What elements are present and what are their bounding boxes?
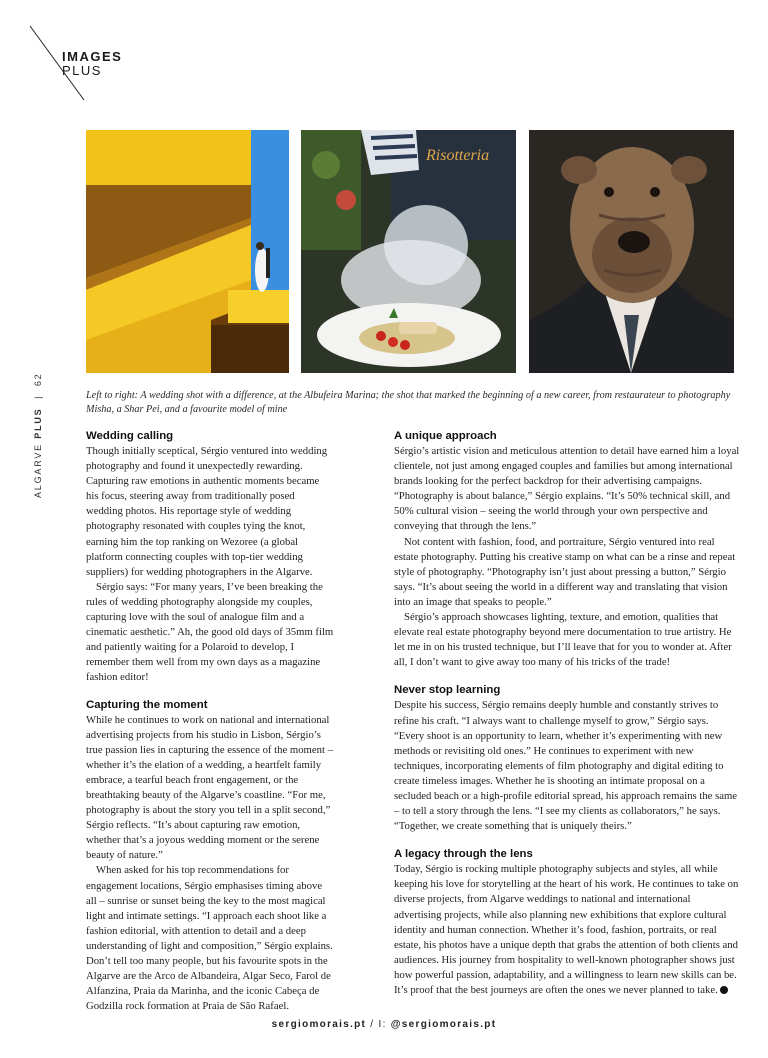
instagram-prefix: I: xyxy=(378,1019,387,1030)
heading-a-legacy-through-the-lens: A legacy through the lens xyxy=(394,848,533,861)
end-mark-icon xyxy=(720,986,728,994)
page-number: 62 xyxy=(33,372,43,387)
paragraph: Sérgio says: “For many years, I’ve been breaking the rules of wedding photography alongside my couples, capturing love with the soul of analogue film and a cinematic aesthetic.” Ah, the good old days of 35mm film and patiently waiting for a Polaroid to develop, I remember them well from my own days as a magazine fashion editor! xyxy=(86,580,334,684)
website-link[interactable]: sergiomorais.pt xyxy=(271,1019,367,1030)
left-column xyxy=(86,429,334,1014)
folio-separator: | xyxy=(33,394,43,399)
paragraph: While he continues to work on national and international advertising projects from his studio in Lisbon, Sérgio’s true passion lies in capturing the essence of the moment – whether it’s the elation of a wedding, a heartfelt family embrace, a tearful beach front engagement, or the breathtaking beauty of the Algarve’s coastline. “For me, photography is about the story you tell in a split second,” Sérgio reflects. “It’s about capturing raw emotion, whether that’s a joyous wedding moment or the serene beauty of nature.” xyxy=(86,713,333,862)
logo-line-plus: PLUS xyxy=(62,63,102,78)
paragraph: Sérgio’s artistic vision and meticulous attention to detail have earned him a loyal clientele, not just among engaged couples and families but among international brands looking for the perfect backdrop for their advertising campaigns. “Photography is about balance,” Sérgio explains. “It’s 50% technical skill, and 50% cultural vision – seeing the world through your own perspective and conveying that through the lens.” xyxy=(394,445,740,533)
dog-portrait-photo xyxy=(529,130,734,373)
paragraph: Though initially sceptical, Sérgio ventured into wedding photography and found it unexpectedly rewarding. Capturing raw emotions in authentic moments became his focus, steering away from traditionally posed wedding photos. His reportage style of wedding photography resonated with couples tying the knot, earning him the top ranking on Wezoree (a global platform connecting couples with top-tier wedding suppliers) for wedding photographers in the Algarve. xyxy=(86,445,328,578)
wedding-photo xyxy=(86,130,289,373)
svg-text:Risotteria: Risotteria xyxy=(426,147,490,164)
photo-caption: Left to right: A wedding shot with a difference, at the Albufeira Marina; the shot that marked the beginning of a new career, from restaurateur to photography Misha, a Shar Pei, and a favourite model of mine xyxy=(86,390,731,415)
instagram-handle[interactable]: @sergiomorais.pt xyxy=(390,1019,497,1030)
heading-wedding-calling: Wedding calling xyxy=(86,430,174,442)
logo-line-images: IMAGES xyxy=(62,49,123,64)
heading-capturing-the-moment: Capturing the moment xyxy=(86,698,208,711)
footer-divider: / xyxy=(370,1019,375,1030)
folio-section-bold: PLUS xyxy=(33,407,43,439)
paragraph: When asked for his top recommendations for engagement locations, Sérgio emphasises timing above all – sunrise or sunset being the key to the most magical light and intimate settings. “I approach each shoot like a fashion editorial, with attention to detail and a deep understanding of light and composition,” Sérgio explains. Don’t tell too many people, but his favourite spots in the Algarve are the Arco de Albandeira, Algar Seco, Farol de Alfanzina, Praia da Marinha, and the iconic Cabeça de Godzilla rock formation at Praia de São Rafael. xyxy=(86,864,333,1013)
paragraph-final xyxy=(394,862,740,998)
magazine-logo xyxy=(62,50,122,77)
photo-strip xyxy=(86,130,734,373)
right-column xyxy=(394,429,740,998)
paragraph: Not content with fashion, food, and portraiture, Sérgio ventured into real estate photography. Putting his creative stamp on what can be a rinse and repeat style of photography. “Photography isn’t just about pressing a button,” Sérgio says. “It’s about seeing the world in a different way and translating that vision into an image that speaks to people.” xyxy=(394,535,736,608)
paragraph-final-text: Today, Sérgio is rocking multiple photography subjects and styles, all while keeping his love for storytelling at the heart of his work. He continues to take on diverse projects, from Algarve weddings to national and international advertising projects, while also planning new exhibitions that explore cultural identity and human connection. Whether it’s food, fashion, portraits, or real estate, his photos have a unique depth that grabs the attention of both clients and audiences. His journey from hospitality to well-known photographer shows just how powerful passion, adaptability, and a willingness to learn new skills can be. It’s proof that the best journeys are often the ones we never planned to take. xyxy=(394,863,739,996)
paragraph: Sérgio’s approach showcases lighting, texture, and emotion, qualities that elevate real estate photography beyond mere documentation to true artistry. He let me in on his trusted technique, but I’ll leave that for you to wonder at. After all, I don’t want to give away too many of his tricks of the trade! xyxy=(394,611,732,669)
paragraph: Despite his success, Sérgio remains deeply humble and constantly strives to refine his craft. “I always want to challenge myself to grow,” Sérgio says. “Every shoot is an opportunity to learn, whether it’s experimenting with new methods or revisiting old ones.” He continues to experiment with new techniques, incorporating elements of film photography and digital editing to create timeless images. Whether he is shooting an intimate proposal on a secluded beach or a high-profile editorial spread, his approach remains the same – to tell a story through the lens. “I see my clients as collaborators,” he says. “Together, we create something that is uniquely theirs.” xyxy=(394,699,738,833)
folio-section: ALGARVE xyxy=(33,443,43,498)
footer-credits xyxy=(0,1019,768,1030)
heading-a-unique-approach: A unique approach xyxy=(394,430,497,442)
restaurant-photo xyxy=(301,130,516,373)
page-folio xyxy=(33,373,43,498)
heading-never-stop-learning: Never stop learning xyxy=(394,684,501,697)
